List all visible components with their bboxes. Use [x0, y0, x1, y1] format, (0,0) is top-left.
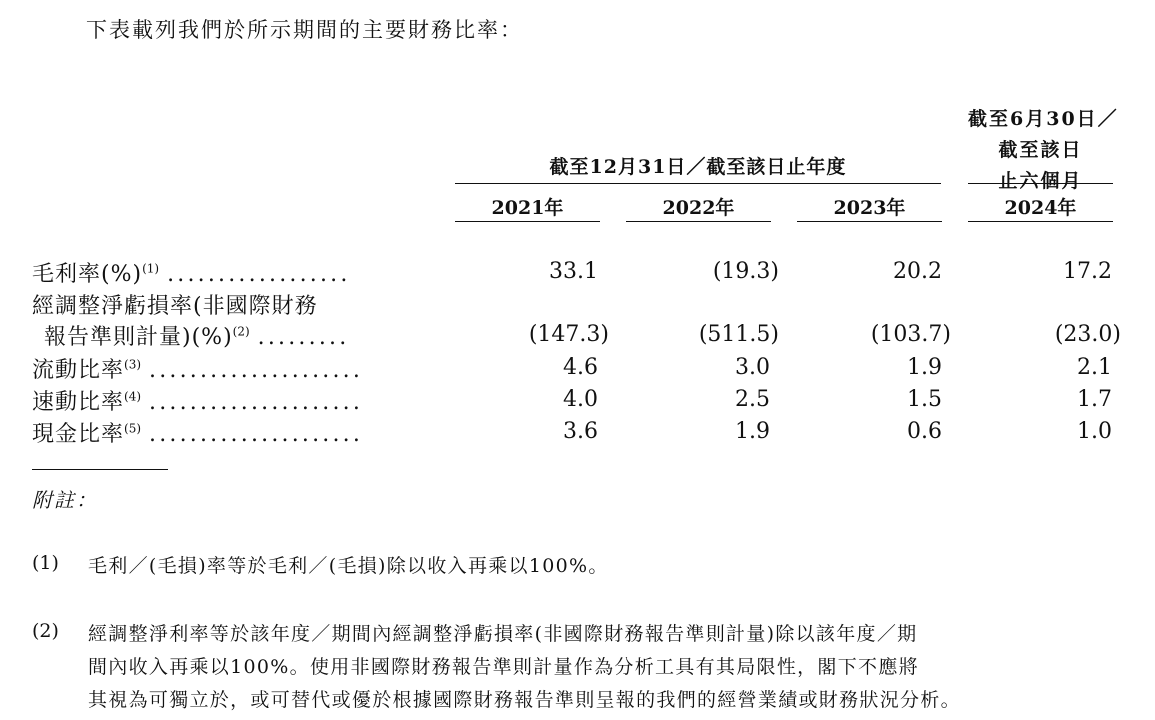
dot-leader: .................. [167, 262, 351, 287]
note-text: 其視為可獨立於，或可替代或優於根據國際財務報告準則呈報的我們的經營業績或財務狀況分析。 [88, 689, 961, 711]
table-cell: 1.9 [907, 355, 942, 380]
table-cell: (23.0) [1054, 322, 1121, 347]
footnote-ref: (4) [124, 389, 142, 404]
intro-text: 下表載列我們於所示期間的主要財務比率： [86, 18, 523, 42]
group-header-rule [455, 183, 941, 184]
notes-rule [32, 469, 168, 470]
row-label-text: 報告準則計量)(%) [44, 325, 233, 350]
table-cell: 4.0 [563, 387, 598, 412]
table-cell: (511.5) [698, 322, 779, 347]
column-header-line: 止六個月 [998, 170, 1083, 192]
table-cell: 33.1 [549, 259, 598, 284]
year-rule-2024 [968, 221, 1113, 222]
row-label-adjusted-net-loss [44, 320, 349, 351]
table-cell: (19.3) [712, 259, 779, 284]
dot-leader: ......... [257, 325, 350, 350]
row-label-adjusted-net-loss-line1: 經調整淨虧損率(非國際財務 [32, 294, 318, 319]
year-header-2021: 2021年 [491, 197, 564, 219]
note-text: 間內收入再乘以100%。使用非國際財務報告準則計量作為分析工具有其局限性，閣下不應將 [88, 656, 919, 678]
table-cell: 1.5 [907, 387, 942, 412]
table-cell: (147.3) [528, 322, 609, 347]
row-label-gross-margin [32, 257, 351, 288]
year-rule-2022 [626, 221, 771, 222]
table-cell: 0.6 [907, 419, 942, 444]
year-header-2024: 2024年 [1004, 197, 1077, 219]
year-rule-2021 [455, 221, 600, 222]
six-month-header-rule [968, 183, 1113, 184]
row-label-text: 速動比率 [32, 390, 125, 415]
year-header-2022: 2022年 [662, 197, 735, 219]
column-header-line: 截至6月30日／ [968, 108, 1119, 130]
notes-title: 附註： [32, 488, 98, 512]
table-cell: 1.7 [1077, 387, 1112, 412]
table-cell: 17.2 [1063, 259, 1112, 284]
row-label-current-ratio [32, 353, 363, 384]
year-rule-2023 [797, 221, 942, 222]
table-cell: 2.5 [735, 387, 770, 412]
year-header-2023: 2023年 [833, 197, 906, 219]
footnote-ref: (5) [124, 421, 142, 436]
note-text: 毛利／(毛損)率等於毛利／(毛損)除以收入再乘以100%。 [88, 555, 609, 577]
table-cell: 3.6 [563, 419, 598, 444]
dot-leader: ..................... [149, 422, 364, 447]
row-label-text: 流動比率 [32, 358, 125, 383]
table-cell: 1.0 [1077, 419, 1112, 444]
footnote-ref: (3) [124, 357, 142, 372]
table-cell: 1.9 [735, 419, 770, 444]
footnote-ref: (1) [142, 261, 160, 276]
row-label-text: 現金比率 [32, 422, 125, 447]
table-cell: 4.6 [563, 355, 598, 380]
note-text: 經調整淨利率等於該年度／期間內經調整淨虧損率(非國際財務報告準則計量)除以該年度／期 [88, 623, 918, 645]
dot-leader: ..................... [149, 358, 364, 383]
row-label-text: 毛利率(%) [32, 262, 143, 287]
note-number: (1) [32, 552, 59, 574]
table-cell: 20.2 [893, 259, 942, 284]
column-group-header: 截至12月31日／截至該日止年度 [549, 156, 847, 178]
dot-leader: ..................... [149, 390, 364, 415]
row-label-cash-ratio [32, 417, 363, 448]
column-header-line: 截至該日 [998, 139, 1083, 161]
table-cell: (103.7) [870, 322, 951, 347]
row-label-quick-ratio [32, 385, 363, 416]
footnote-ref: (2) [232, 324, 250, 339]
table-cell: 3.0 [735, 355, 770, 380]
note-number: (2) [32, 620, 59, 642]
table-cell: 2.1 [1077, 355, 1112, 380]
